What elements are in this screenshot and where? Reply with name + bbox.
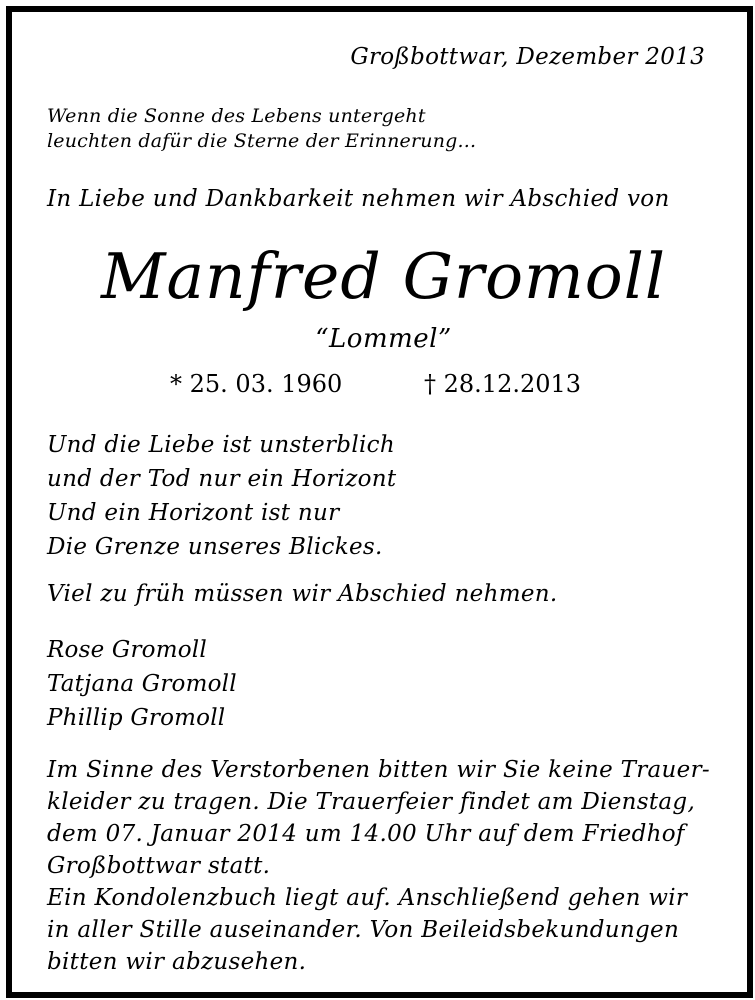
mourner-name: Rose Gromoll	[47, 637, 207, 663]
funeral-notice	[47, 754, 710, 978]
poem-line: und der Tod nur ein Horizont	[47, 466, 397, 492]
opening-quote-line: leuchten dafür die Sterne der Erinnerung...	[47, 130, 477, 152]
notice-line: Im Sinne des Verstorbenen bitten wir Sie keine Trauer-	[47, 757, 710, 783]
deceased-name: Manfred Gromoll	[100, 240, 667, 313]
opening-quote	[47, 104, 476, 154]
opening-quote-line: Wenn die Sonne des Lebens untergeht	[47, 105, 426, 127]
notice-line: Ein Kondolenzbuch liegt auf. Anschließend gehen wir	[47, 885, 688, 911]
mourner-name: Tatjana Gromoll	[47, 671, 237, 697]
early-farewell: Viel zu früh müssen wir Abschied nehmen.	[47, 581, 558, 607]
death-date: † 28.12.2013	[424, 370, 582, 398]
birth-date: * 25. 03. 1960	[170, 370, 343, 398]
notice-line: bitten wir abzusehen.	[47, 949, 307, 975]
notice-line: Großbottwar statt.	[47, 853, 271, 879]
intro-text: In Liebe und Dankbarkeit nehmen wir Abschied von	[47, 186, 670, 212]
notice-line: kleider zu tragen. Die Trauerfeier findet am Dienstag,	[47, 789, 696, 815]
mourners-list	[47, 633, 237, 735]
poem-line: Die Grenze unseres Blickes.	[47, 534, 383, 560]
poem	[47, 428, 396, 564]
mourner-name: Phillip Gromoll	[47, 705, 226, 731]
poem-line: Und ein Horizont ist nur	[47, 500, 340, 526]
deceased-nickname: “Lommel”	[315, 324, 452, 354]
notice-line: in aller Stille auseinander. Von Beileidsbekundungen	[47, 917, 680, 943]
poem-line: Und die Liebe ist unsterblich	[47, 432, 395, 458]
notice-line: dem 07. Januar 2014 um 14.00 Uhr auf dem Friedhof	[47, 821, 685, 847]
dateline: Großbottwar, Dezember 2013	[350, 44, 705, 70]
